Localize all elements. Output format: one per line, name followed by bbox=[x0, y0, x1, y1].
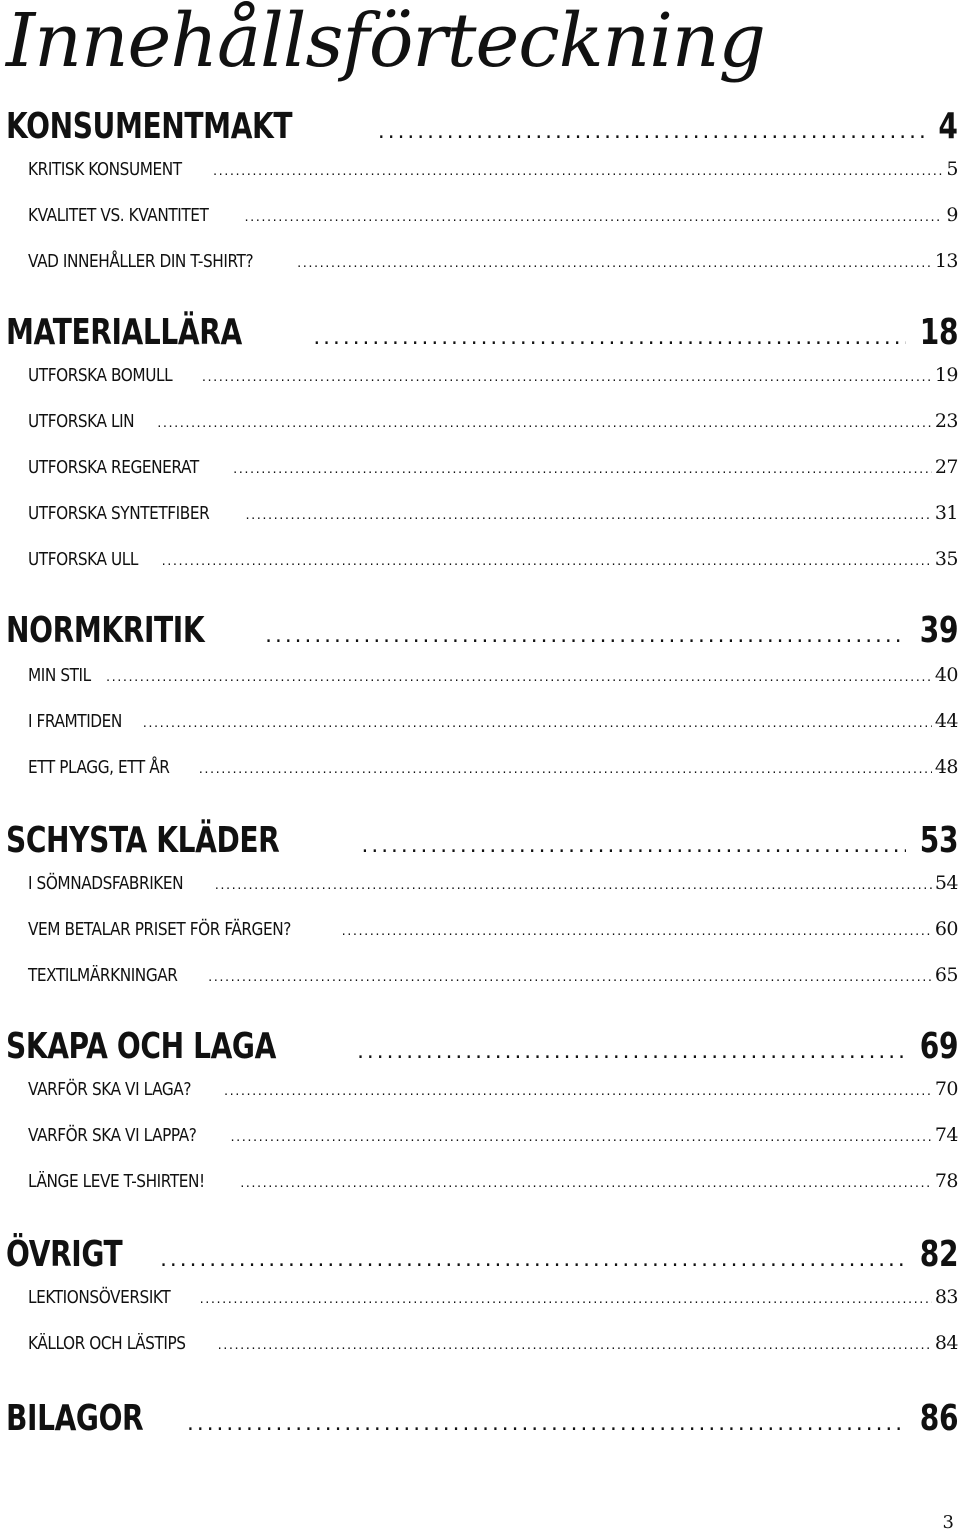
leader-dots bbox=[214, 879, 932, 892]
toc-entry[interactable] bbox=[28, 364, 958, 386]
toc-entry-page: 83 bbox=[934, 1286, 958, 1308]
toc-entry[interactable] bbox=[6, 106, 958, 147]
toc-entry-label: I SÖMNADSFABRIKEN bbox=[28, 873, 184, 894]
toc-entry-page: 4 bbox=[938, 106, 958, 147]
toc-entry-label: TEXTILMÄRKNINGAR bbox=[28, 965, 178, 986]
leader-dots bbox=[296, 257, 932, 270]
leader-dots bbox=[229, 1131, 932, 1144]
leader-dots bbox=[340, 925, 931, 938]
toc-entry-page: 86 bbox=[919, 1398, 958, 1439]
toc-entry-label: LEKTIONSÖVERSIKT bbox=[28, 1287, 171, 1308]
toc-entry-page: 84 bbox=[934, 1332, 958, 1354]
toc-entry[interactable] bbox=[28, 710, 958, 732]
toc-entry-page: 5 bbox=[946, 158, 958, 180]
toc-entry-page: 27 bbox=[934, 456, 958, 478]
toc-entry-label: NORMKRITIK bbox=[6, 610, 205, 651]
toc-entry-page: 53 bbox=[919, 820, 958, 861]
toc-entry-page: 13 bbox=[934, 250, 958, 272]
toc-entry[interactable] bbox=[28, 204, 958, 226]
toc-entry-page: 31 bbox=[934, 502, 958, 524]
leader-dots bbox=[355, 1042, 906, 1063]
toc-entry-page: 78 bbox=[934, 1170, 958, 1192]
leader-dots bbox=[263, 626, 906, 647]
toc-entry-label: VEM BETALAR PRISET FÖR FÄRGEN? bbox=[28, 919, 291, 940]
toc-entry[interactable] bbox=[6, 1026, 958, 1067]
leader-dots bbox=[105, 671, 932, 684]
toc-entry[interactable] bbox=[6, 610, 958, 651]
leader-dots bbox=[185, 1414, 906, 1435]
toc-entry-label: VAD INNEHÅLLER DIN T-SHIRT? bbox=[28, 251, 254, 272]
leader-dots bbox=[201, 371, 932, 384]
toc-entry-page: 19 bbox=[934, 364, 958, 386]
toc-entry-label: ETT PLAGG, ETT ÅR bbox=[28, 757, 170, 778]
leader-dots bbox=[360, 836, 906, 857]
leader-dots bbox=[198, 1293, 931, 1306]
toc-entry-label: KÄLLOR OCH LÄSTIPS bbox=[28, 1333, 186, 1354]
toc-entry-page: 40 bbox=[934, 664, 958, 686]
toc-entry[interactable] bbox=[28, 1286, 958, 1308]
leader-dots bbox=[142, 717, 932, 730]
toc-entry[interactable] bbox=[28, 456, 958, 478]
toc-entry[interactable] bbox=[28, 410, 958, 432]
toc-entry-label: KONSUMENTMAKT bbox=[6, 106, 293, 147]
toc-entry-page: 48 bbox=[934, 756, 958, 778]
toc-entry-page: 35 bbox=[934, 548, 958, 570]
toc-entry-label: UTFORSKA ULL bbox=[28, 549, 138, 570]
toc-entry-label: UTFORSKA REGENERAT bbox=[28, 457, 199, 478]
toc-entry[interactable] bbox=[28, 664, 958, 686]
toc-entry[interactable] bbox=[28, 548, 958, 570]
toc-entry[interactable] bbox=[28, 918, 958, 940]
leader-dots bbox=[243, 211, 943, 224]
toc-entry-page: 44 bbox=[934, 710, 958, 732]
toc-entry-page: 23 bbox=[934, 410, 958, 432]
toc-entry-page: 69 bbox=[919, 1026, 958, 1067]
toc-entry[interactable] bbox=[28, 1332, 958, 1354]
toc-entry[interactable] bbox=[28, 1170, 958, 1192]
leader-dots bbox=[232, 463, 932, 476]
toc-entry-label: VARFÖR SKA VI LAGA? bbox=[28, 1079, 192, 1100]
toc-entry-label: UTFORSKA LIN bbox=[28, 411, 135, 432]
leader-dots bbox=[158, 1250, 906, 1271]
toc-entry-label: MATERIALLÄRA bbox=[6, 312, 242, 353]
toc-entry-page: 82 bbox=[919, 1234, 958, 1275]
toc-entry-label: VARFÖR SKA VI LAPPA? bbox=[28, 1125, 197, 1146]
toc-entry-label: UTFORSKA BOMULL bbox=[28, 365, 173, 386]
toc-entry[interactable] bbox=[28, 502, 958, 524]
toc-entry-page: 9 bbox=[946, 204, 958, 226]
toc-entry[interactable] bbox=[28, 872, 958, 894]
toc-entry[interactable] bbox=[6, 312, 958, 353]
leader-dots bbox=[198, 763, 932, 776]
toc-entry[interactable] bbox=[6, 1398, 958, 1439]
toc-entry[interactable] bbox=[28, 158, 958, 180]
leader-dots bbox=[156, 417, 932, 430]
toc-entry[interactable] bbox=[28, 1078, 958, 1100]
leader-dots bbox=[239, 1177, 932, 1190]
toc-entry[interactable] bbox=[28, 964, 958, 986]
toc-entry-label: MIN STIL bbox=[28, 665, 91, 686]
toc-entry-page: 65 bbox=[934, 964, 958, 986]
page-number: 3 bbox=[942, 1512, 954, 1533]
leader-dots bbox=[223, 1085, 932, 1098]
toc-entry[interactable] bbox=[6, 1234, 958, 1275]
leader-dots bbox=[207, 971, 932, 984]
toc-entry-label: KVALITET VS. KVANTITET bbox=[28, 205, 209, 226]
toc-entry-label: SKAPA OCH LAGA bbox=[6, 1026, 276, 1067]
leader-dots bbox=[212, 165, 944, 178]
toc-entry-label: BILAGOR bbox=[6, 1398, 144, 1439]
toc-entry[interactable] bbox=[6, 820, 958, 861]
toc-entry-page: 39 bbox=[919, 610, 958, 651]
toc-entry[interactable] bbox=[28, 250, 958, 272]
toc-entry[interactable] bbox=[28, 1124, 958, 1146]
toc-entry-label: ÖVRIGT bbox=[6, 1234, 123, 1275]
toc-entry-page: 54 bbox=[934, 872, 958, 894]
toc-entry-label: I FRAMTIDEN bbox=[28, 711, 122, 732]
toc-entry-label: UTFORSKA SYNTETFIBER bbox=[28, 503, 210, 524]
toc-entry-page: 74 bbox=[934, 1124, 958, 1146]
toc-entry-page: 60 bbox=[934, 918, 958, 940]
leader-dots bbox=[216, 1339, 931, 1352]
toc-entry-page: 70 bbox=[934, 1078, 958, 1100]
leader-dots bbox=[244, 509, 932, 522]
leader-dots bbox=[376, 122, 931, 143]
leader-dots bbox=[160, 555, 931, 568]
toc-entry-page: 18 bbox=[919, 312, 958, 353]
toc-entry-label: SCHYSTA KLÄDER bbox=[6, 820, 280, 861]
leader-dots bbox=[311, 328, 906, 349]
toc-entry-label: KRITISK KONSUMENT bbox=[28, 159, 182, 180]
toc-entry-label: LÄNGE LEVE T-SHIRTEN! bbox=[28, 1171, 205, 1192]
toc-entry[interactable] bbox=[28, 756, 958, 778]
document-title: Innehållsförteckning bbox=[6, 0, 765, 84]
